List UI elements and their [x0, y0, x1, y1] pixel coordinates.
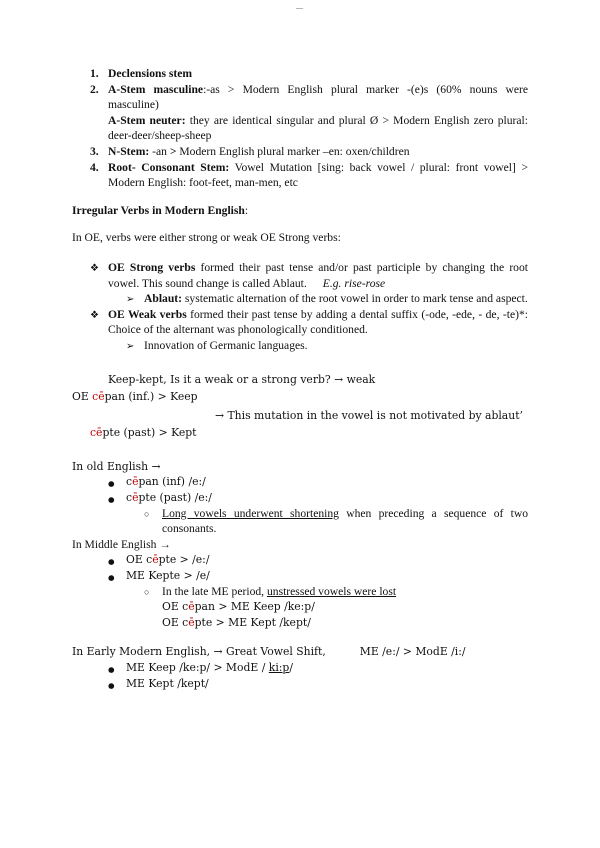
text-run: ē [132, 491, 139, 505]
text-run: ME Kepte > /e/ [126, 569, 210, 583]
text-run: formed their past tense and/or past participle by changing the root vowel. This sound change is called Ablaut. [108, 260, 528, 290]
text-run: pan > ME Keep /ke:p/ [194, 600, 315, 614]
dot-bullet-icon: ● [108, 573, 115, 583]
text-run: Irregular Verbs in Modern English [72, 203, 245, 217]
text-run: pte (past) /e:/ [138, 491, 212, 505]
dot-bullet-icon: ● [108, 495, 115, 505]
text-run: / [289, 661, 293, 674]
text-run: Modern English plural marker –en: oxen/children [176, 144, 410, 158]
text-run: OE c [162, 600, 189, 614]
bullet-item [72, 676, 528, 692]
text-run: E.g. rise-rose [322, 276, 386, 290]
diamond-bullet-icon: ❖ [90, 262, 99, 274]
dot-bullet-icon: ● [108, 665, 115, 674]
bullet-item [72, 490, 528, 506]
text-run: In OE, verbs were either strong or weak OE Strong verbs: [72, 231, 341, 245]
text-run: ē [152, 553, 159, 567]
paragraph [72, 408, 528, 424]
text-run: N-Stem: [108, 144, 150, 158]
dot-bullet-icon: ● [108, 557, 115, 567]
paragraph [72, 425, 528, 441]
text-run: In the late ME period, [162, 584, 267, 598]
text-run: Innovation of Germanic languages. [144, 338, 308, 352]
text-run: : [244, 203, 249, 217]
arrow-bullet-icon: ➢ [126, 340, 135, 352]
text-run: when preceding a sequence of two consonants. [162, 506, 528, 536]
text-run: cē [90, 426, 103, 440]
bullet-item [72, 660, 528, 676]
text-run: systematic alternation of the root vowel in order to mark tense and aspect. [182, 292, 528, 306]
text-run: Declensions stem [108, 67, 193, 80]
text-run: ē [188, 600, 195, 614]
numbered-item [72, 144, 528, 160]
text-run: Ablaut: [144, 292, 183, 306]
text-run: pte > /e:/ [158, 553, 210, 567]
paragraph [72, 615, 528, 631]
text-run: Root- Consonant Stem: [108, 160, 230, 174]
text-run: Vowel Mutation [sing: back vowel / plural: front vowel] > Modern English: foot-feet, man-men, etc [108, 160, 528, 190]
text-run: -an [149, 144, 170, 158]
numbered-item [72, 66, 528, 82]
text-run: unstressed vowels were lost [266, 584, 397, 598]
text-run: In Middle English → [72, 537, 171, 551]
text-run: ME Kept /kept/ [126, 676, 209, 690]
text-run: pan (inf) /e:/ [138, 475, 206, 489]
text-run: OE Weak verbs [108, 307, 191, 321]
paragraph [72, 537, 528, 553]
paragraph [72, 599, 528, 615]
text-run: pte > ME Kept /kept/ [194, 615, 311, 629]
text-run: ME Keep /ke:p/ > ModE / [126, 661, 269, 674]
bullet-item [72, 307, 528, 338]
text-run: OE c [162, 615, 189, 629]
list-number: 3. [90, 144, 99, 158]
text-run: OE [72, 390, 93, 404]
dot-bullet-icon: ● [108, 479, 115, 489]
text-run: pte (past) > Kept [102, 426, 197, 440]
text-run: OE Strong verbs [108, 260, 201, 274]
text-run: pan (inf.) > Keep [104, 390, 198, 404]
paragraph [72, 372, 528, 388]
text-run: A-Stem neuter: [108, 113, 186, 127]
bullet-item [72, 260, 528, 291]
paragraph [72, 203, 528, 219]
list-number: 1. [90, 67, 99, 80]
text-run: ME /e:/ > ModE /i:/ [359, 645, 466, 659]
numbered-item [72, 82, 528, 113]
paragraph [72, 459, 528, 475]
paragraph [72, 113, 528, 144]
arrow-bullet-icon: ➢ [126, 294, 135, 306]
text-run: In old English → [72, 459, 161, 473]
list-number: 2. [90, 82, 99, 96]
bullet-item [72, 474, 528, 490]
dot-bullet-icon: ● [108, 680, 115, 690]
text-run: > [169, 144, 177, 158]
text-run: Keep-kept, Is it a weak or a strong verb? → weak [108, 372, 376, 386]
bullet-item [72, 584, 528, 600]
bullet-item [72, 552, 528, 568]
circle-bullet-icon: ○ [144, 508, 150, 519]
paragraph [72, 644, 528, 660]
diamond-bullet-icon: ❖ [90, 309, 99, 321]
paragraph [72, 389, 528, 405]
bullet-item [72, 291, 528, 307]
text-run: :-as > Modern English plural marker -(e)s (60% nouns were masculine) [108, 82, 528, 112]
text-run: ē [132, 475, 139, 489]
text-run: A-Stem masculine [108, 82, 204, 96]
text-run: ē [188, 615, 195, 629]
text-run: Long vowels underwent shortening [162, 506, 339, 520]
text-run: → This mutation in the vowel is not motivated by ablaut’ [215, 408, 523, 422]
text-run: cē [92, 390, 105, 404]
page-header-mark: — [296, 4, 304, 12]
text-run: OE c [126, 553, 153, 567]
text-run: c [126, 491, 133, 505]
bullet-item [72, 568, 528, 584]
circle-bullet-icon: ○ [144, 586, 150, 597]
text-run: c [126, 475, 133, 489]
text-run: they are identical singular and plural Ø > Modern English zero plural: deer-deer/sheep-sheep [108, 113, 528, 143]
text-run: ki:p [268, 661, 290, 674]
bullet-item [72, 506, 528, 537]
text-run: In Early Modern English, → Great Vowel Shift, [72, 645, 326, 659]
text-run: formed their past tense by adding a dental suffix (-ode, -ede, - de, -te)*: Choice of the alternant was phonologically conditioned. [108, 307, 528, 337]
paragraph [72, 230, 528, 246]
list-number: 4. [90, 160, 99, 174]
document-content [72, 0, 528, 691]
bullet-item [72, 338, 528, 354]
numbered-item [72, 160, 528, 191]
